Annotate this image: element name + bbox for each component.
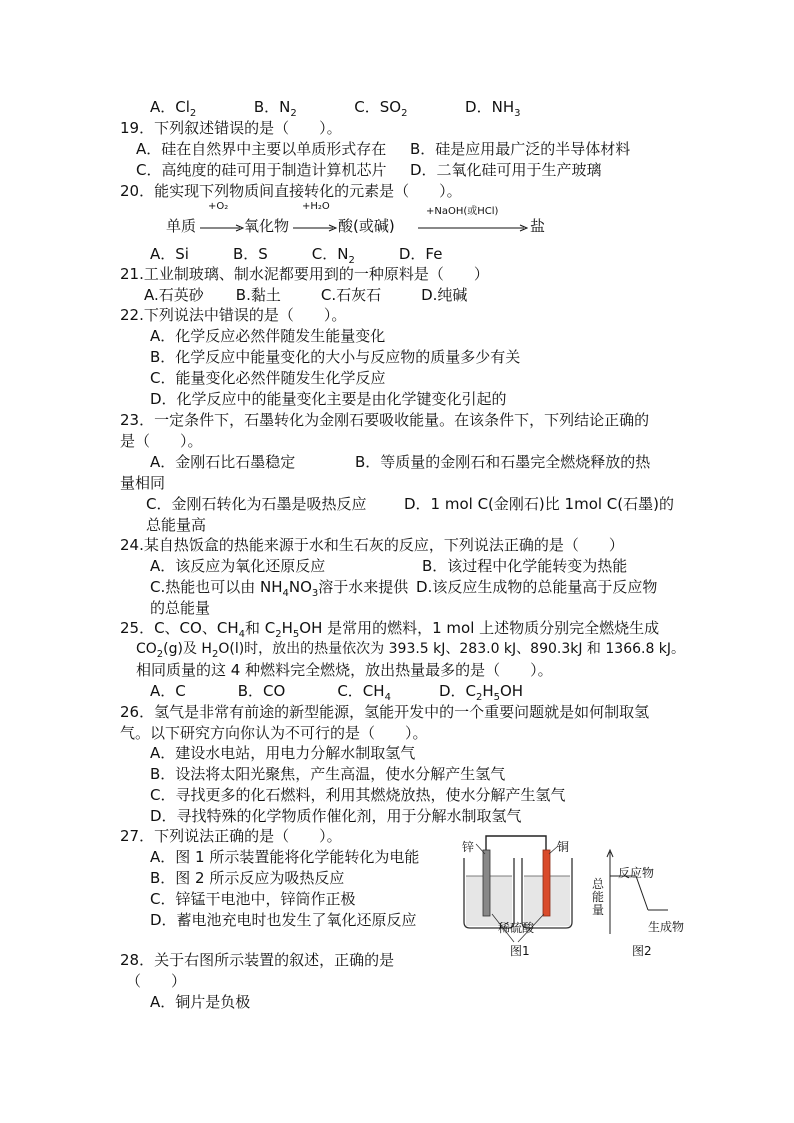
q20-arrow3-label: +NaOH(或HCl)	[426, 206, 499, 217]
figure-1-copper-label: 铜	[557, 840, 570, 854]
q20-options: A．Si B．S C．$N_2$ D．Fe	[150, 245, 443, 266]
q22-option-d: D．化学反应中的能量变化主要是由化学键变化引起的	[150, 390, 507, 408]
q20-substance-acid-base: 酸(或碱)	[338, 217, 395, 235]
q20-arrow1	[200, 224, 244, 232]
q25-stem-line2: $CO_2(g)$及 $H_2O(l)$时，放出的热量依次为 393.5 kJ、283.0 kJ、890.3kJ 和 1366.8 kJ。	[136, 641, 686, 660]
q28-option-a: A．铜片是负极	[150, 993, 251, 1011]
figure-2-product-label: 生成物	[648, 920, 685, 934]
q20-substance-element: 单质	[166, 217, 197, 235]
figure-2-y-axis-label: 总能量	[592, 877, 605, 917]
q19-option-d: D．二氧化硅可用于生产玻璃	[410, 161, 602, 179]
q18-options: A．$Cl_2$ B．$N_2$ C．$SO_2$ D．$NH_3$	[150, 98, 521, 119]
q26-stem-line1: 26．氢气是非常有前途的新型能源，氢能开发中的一个重要问题就是如何制取氢	[120, 703, 650, 721]
q22-stem: 22.下列说法中错误的是（ ）。	[120, 306, 347, 324]
q20-substance-oxide: 氧化物	[244, 217, 290, 235]
q24-option-d: D.该反应生成物的总能量高于反应物	[416, 578, 658, 596]
q24-option-c: C.热能也可以由 $NH_4NO_3$溶于水来提供	[150, 578, 409, 599]
q20-stem: 20．能实现下列物质间直接转化的元素是（ ）。	[120, 182, 462, 200]
q23-option-c: C．金刚石转化为石墨是吸热反应	[146, 495, 367, 513]
q25-stem-line3: 相同质量的这 4 种燃料完全燃烧，放出热量最多的是（ ）。	[136, 661, 553, 679]
figure-2-energy-diagram	[592, 848, 692, 964]
q27-option-b: B．图 2 所示反应为吸热反应	[150, 869, 345, 887]
q20-arrow3	[418, 224, 528, 232]
q20-arrow2-label: +H₂O	[302, 201, 330, 212]
q19-option-b: B．硅是应用最广泛的半导体材料	[410, 140, 631, 158]
figure-1-zinc-label: 锌	[462, 840, 475, 854]
q28-paren: （ ）	[126, 972, 187, 990]
q20-conversion-scheme	[166, 201, 566, 238]
figure-2-reactant-label: 反应物	[618, 866, 655, 880]
q22-option-b: B．化学反应中能量变化的大小与反应物的质量多少有关	[150, 348, 521, 366]
q19-option-c: C．高纯度的硅可用于制造计算机芯片	[136, 161, 387, 179]
q26-option-d: D．寻找特殊的化学物质作催化剂，用于分解水制取氢气	[150, 807, 522, 825]
q24-option-d-cont: 的总能量	[150, 599, 211, 617]
figure-2-caption: 图2	[632, 944, 652, 958]
figure-1-galvanic-cell	[458, 834, 588, 962]
q26-option-a: A．建设水电站，用电力分解水制取氢气	[150, 744, 416, 762]
q26-stem-line2: 气。以下研究方向你认为不可行的是（ ）。	[120, 724, 428, 742]
q23-option-b-cont: 量相同	[120, 474, 166, 492]
q20-substance-salt: 盐	[530, 217, 546, 235]
q28-stem: 28．关于右图所示装置的叙述，正确的是	[120, 951, 395, 969]
figure-1-caption: 图1	[510, 944, 530, 958]
q20-arrow1-label: +O₂	[208, 201, 229, 212]
q21-stem: 21.工业制玻璃、制水泥都要用到的一种原料是（ ）	[120, 265, 489, 283]
q27-option-d: D．蓄电池充电时也发生了氧化还原反应	[150, 911, 417, 929]
q23-stem-line2: 是（ ）。	[120, 432, 203, 450]
q21-options: A.石英砂 B.黏土 C.石灰石 D.纯碱	[144, 286, 468, 304]
q22-option-c: C．能量变化必然伴随发生化学反应	[150, 369, 386, 387]
q19-stem: 19．下列叙述错误的是（ ）。	[120, 119, 342, 137]
q23-option-a: A．金刚石比石墨稳定	[150, 453, 296, 471]
figure-1-acid-label: 稀硫酸	[498, 921, 535, 935]
q23-option-d-cont: 总能量高	[146, 516, 207, 534]
q26-option-c: C．寻找更多的化石燃料，利用其燃烧放热，使水分解产生氢气	[150, 786, 566, 804]
q24-stem: 24.某自热饭盒的热能来源于水和生石灰的反应，下列说法正确的是（ ）	[120, 536, 624, 554]
q24-option-b: B．该过程中化学能转变为热能	[422, 557, 628, 575]
q23-option-d: D．1 mol C(金刚石)比 1mol C(石墨)的	[404, 495, 674, 513]
q19-option-a: A．硅在自然界中主要以单质形式存在	[136, 140, 387, 158]
q27-option-a: A．图 1 所示装置能将化学能转化为电能	[150, 848, 420, 866]
q25-stem-line1: 25．C、CO、$CH_4$和 $C_2H_5OH$ 是常用的燃料，1 mol 上述物质分别完全燃烧生成	[120, 619, 660, 640]
q23-stem-line1: 23．一定条件下，石墨转化为金刚石要吸收能量。在该条件下，下列结论正确的	[120, 411, 650, 429]
q23-option-b: B．等质量的金刚石和石墨完全燃烧释放的热	[355, 453, 651, 471]
q27-option-c: C．锌锰干电池中，锌筒作正极	[150, 890, 356, 908]
q22-option-a: A．化学反应必然伴随发生能量变化	[150, 327, 386, 345]
q26-option-b: B．设法将太阳光聚焦，产生高温，使水分解产生氢气	[150, 765, 506, 783]
q25-options: A．C B．CO C．$CH_4$ D．$C_2H_5OH$	[150, 682, 524, 703]
q24-option-a: A．该反应为氧化还原反应	[150, 557, 326, 575]
q27-stem: 27．下列说法正确的是（ ）。	[120, 827, 342, 845]
q20-arrow2	[293, 224, 337, 232]
